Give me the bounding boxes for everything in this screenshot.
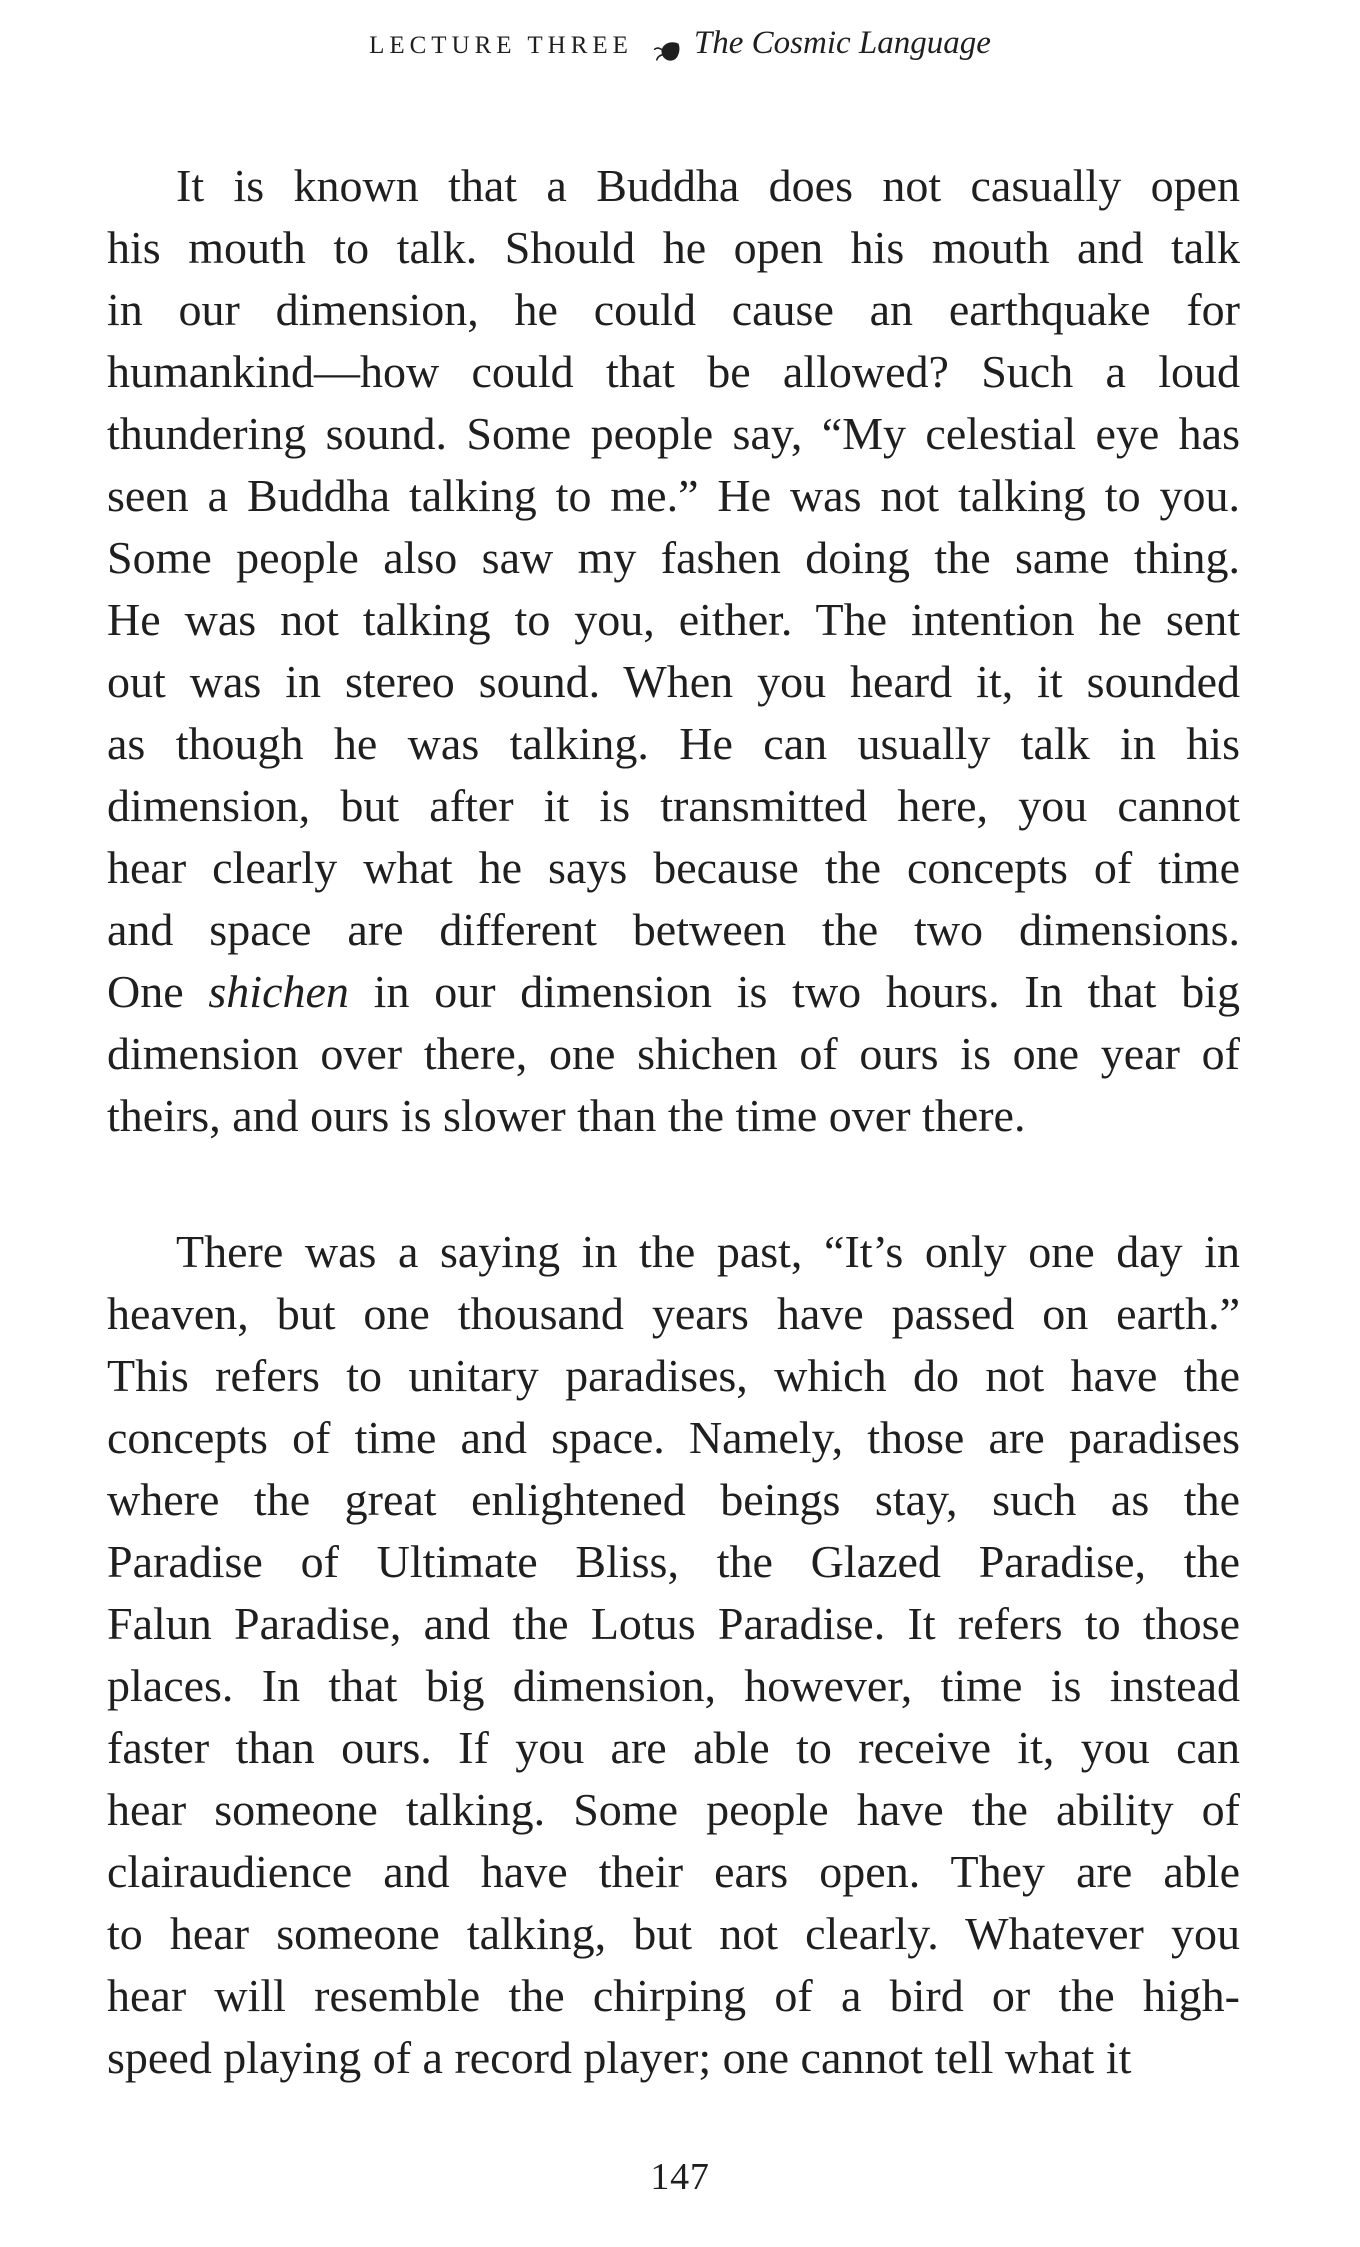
text-line: hear someone talking. Some people have the ability of	[107, 1784, 1240, 1835]
running-header	[0, 25, 1360, 62]
lecture-section-label: LECTURE THREE	[369, 32, 633, 59]
text-line: Some people also saw my fashen doing the same thing.	[107, 532, 1240, 583]
paragraph	[107, 1221, 1240, 2089]
text-line: to hear someone talking, but not clearly. Whatever you	[107, 1908, 1240, 1959]
page-body-text	[107, 155, 1240, 2089]
text-line: and space are different between the two dimensions.	[107, 904, 1240, 955]
text-line: thundering sound. Some people say, “My celestial eye has	[107, 408, 1240, 459]
chapter-title: The Cosmic Language	[693, 25, 991, 61]
text-line: dimension over there, one shichen of ours is one year of	[107, 1028, 1240, 1079]
text-line: in our dimension, he could cause an earthquake for	[107, 284, 1240, 335]
text-line: faster than ours. If you are able to receive it, you can	[107, 1722, 1240, 1773]
text-line: out was in stereo sound. When you heard it, it sounded	[107, 656, 1240, 707]
text-line: This refers to unitary paradises, which do not have the	[107, 1350, 1240, 1401]
text-line: theirs, and ours is slower than the time over there.	[107, 1090, 1026, 1141]
text-line: Falun Paradise, and the Lotus Paradise. It refers to those	[107, 1598, 1240, 1649]
paragraph	[107, 155, 1240, 1147]
text-line: Paradise of Ultimate Bliss, the Glazed Paradise, the	[107, 1536, 1240, 1587]
text-line: where the great enlightened beings stay, such as the	[107, 1474, 1240, 1525]
text-line: concepts of time and space. Namely, those are paradises	[107, 1412, 1240, 1463]
text-line: as though he was talking. He can usually talk in his	[107, 718, 1240, 769]
text-line: It is known that a Buddha does not casually open	[176, 160, 1240, 211]
text-line: heaven, but one thousand years have passed on earth.”	[107, 1288, 1240, 1339]
text-line: hear clearly what he says because the concepts of time	[107, 842, 1240, 893]
page-number: 147	[650, 2156, 710, 2198]
text-line: places. In that big dimension, however, time is instead	[107, 1660, 1240, 1711]
text-line: his mouth to talk. Should he open his mouth and talk	[107, 222, 1240, 273]
text-line: hear will resemble the chirping of a bird or the high-	[107, 1970, 1240, 2021]
text-line: One shichen in our dimension is two hours. In that big	[107, 966, 1240, 1017]
italic-term: shichen	[208, 966, 349, 1017]
text-line: He was not talking to you, either. The intention he sent	[107, 594, 1240, 645]
text-line: seen a Buddha talking to me.” He was not talking to you.	[107, 470, 1240, 521]
fleuron-icon	[653, 41, 680, 62]
text-line: speed playing of a record player; one cannot tell what it	[107, 2032, 1132, 2083]
text-line: There was a saying in the past, “It’s only one day in	[176, 1226, 1240, 1277]
text-line: clairaudience and have their ears open. They are able	[107, 1846, 1240, 1897]
text-line: humankind—how could that be allowed? Such a loud	[107, 346, 1240, 397]
text-line: dimension, but after it is transmitted here, you cannot	[107, 780, 1240, 831]
